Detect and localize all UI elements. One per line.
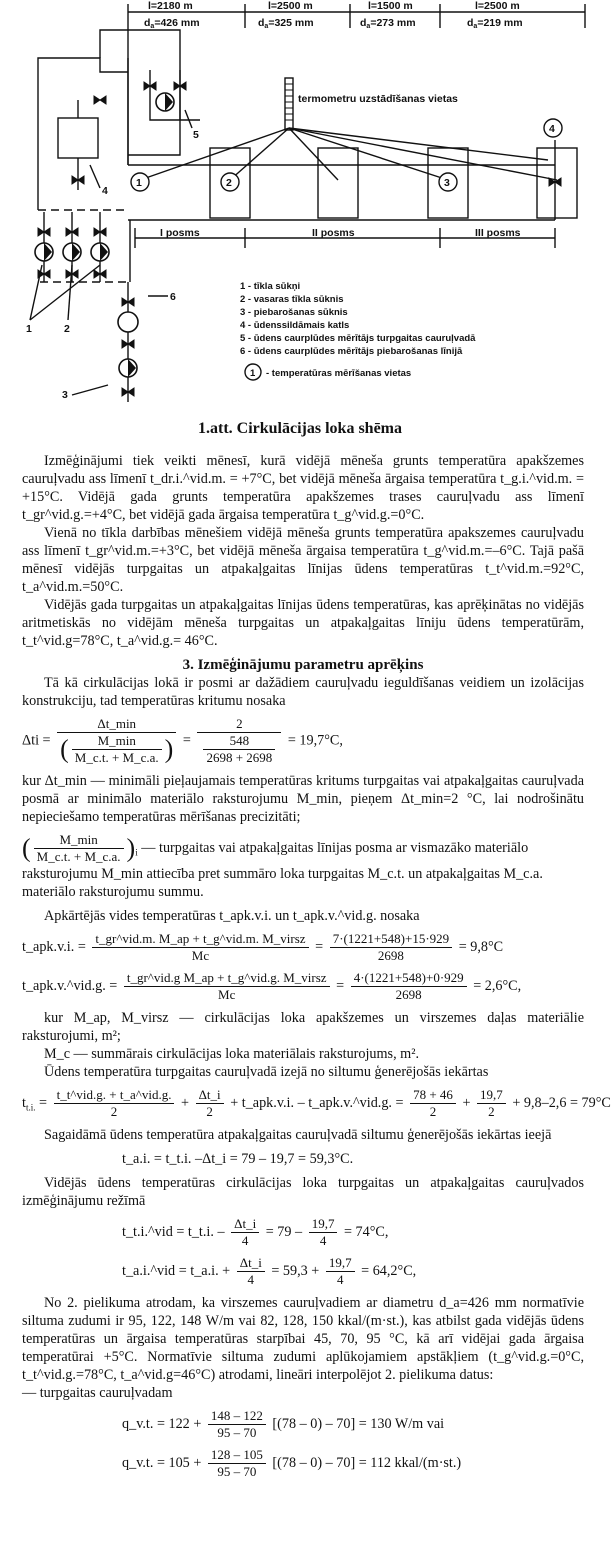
measure-point-label: 3 [444, 177, 450, 189]
posms-label: I posms [160, 227, 200, 239]
segment-length: l=1500 m [368, 0, 413, 12]
paragraph: Sagaidāmā ūdens temperatūra atpakaļgaitas cauruļvadā siltumu ģenerējošās iekārtas ieejā [44, 1127, 552, 1143]
equation-qvt-kkal: q_v.t. = 105 + $\frac{128 - 105}{95 - 70}$ [(78 – 0) – 70] = 112 kkal/(m·st.) [122, 1447, 462, 1479]
component-number: 1 [26, 323, 32, 335]
legend-item: 5 - ūdens caurplūdes mērītājs turpgaitas cauruļvadā [240, 333, 476, 344]
posms-label: II posms [312, 227, 355, 239]
segment-length: l=2500 m [268, 0, 313, 12]
segment-length: l=2180 m [148, 0, 193, 12]
measure-point-label: 1 [136, 177, 142, 189]
paragraph: M_c — summārais cirkulācijas loka materiālais raksturojums, m². [44, 1046, 420, 1062]
paragraph: Izmēģinājumi tiek veikti mēnesī, kurā vidējā mēneša grunts temperatūra apakšzemes cauruļvadu ass līmenī t_dr.i.^vid.m. = +7°C, bet vidējā mēneša ārgaisa temperatūra t_g.i.^vid.m. = +15°C. Vidējā gada grunts temperatūra apakšzemes trases cauruļvadu ass līmenī t_gr^vid.g.=+4°C, bet vidējā gada ārgaisa temperatūra t_g^vid.g.=0°C. [22, 453, 584, 523]
figure-caption: 1.att. Cirkulācijas loka shēma [198, 420, 402, 437]
measure-point-label: 2 [226, 177, 232, 189]
equation-tapk-vg: t_apk.v.^vid.g. = $\frac{\text{t\_gr\textasciicircum{}vid.g M\_ap + t\_g\textasciicircum{}vid.g. M\_virsz}}{Mc}$ = $\frac{4\cdot(1221+548)+0\cdot 929}{2698}$ = 2,6°C, [22, 970, 522, 1002]
paragraph: Apkārtējās vides temperatūras t_apk.v.i. un t_apk.v.^vid.g. nosaka [44, 908, 420, 924]
paragraph: — turpgaitas cauruļvadam [22, 1385, 173, 1401]
equation-tai-vid: t_a.i.^vid = t_a.i. + $\frac{\Delta t\_i}{4}$ = 59,3 + $\frac{19,7}{4}$ = 64,2°C, [122, 1255, 417, 1287]
equation-tapk-vi: t_apk.v.i. = $\frac{\text{t\_gr\textasciicircum{}vid.m. M\_ap + t\_g\textasciicircum{}vid.m. M\_virsz}}{Mc}$ = $\frac{7\cdot(1221+548)+15\cdot 929}{2698}$ = 9,8°C [22, 931, 504, 963]
component-number: 2 [64, 323, 70, 335]
circulation-loop-diagram [0, 0, 600, 400]
paragraph: Vienā no tīkla darbības mēnešiem vidējā mēneša grunts temperatūra apakszemes cauruļvadu ass līmenī t_gr^vid.m.=+3°C, bet vidējā mēneša ārgaisa temperatūra t_g^vid.m.=–6°C. Tajā pašā mēnesī vidējās turpgaitas un atpakaļgaitas līnijas ūdens temperatūras t_t^vid.m.=92°C, t_a^vid.m.=50°C. [22, 525, 584, 595]
thermometer-label: termometru uzstādīšanas vietas [298, 93, 458, 105]
paragraph: Vidējās ūdens temperatūras cirkulācijas loka turpgaitas un atpakaļgaitas cauruļvados izmēģinājumu režīmā [22, 1175, 584, 1209]
measure-point-label: 4 [549, 123, 555, 135]
paragraph: Ūdens temperatūra turpgaitas cauruļvadā izejā no siltumu ģenerējošās iekārtas [44, 1064, 489, 1080]
paragraph: Vidējās gada turpgaitas un atpakaļgaitas līnijas ūdens temperatūras, kas aprēķinātas no vidējās aritmetiskās no vidējām mēneša turpgaitas un atpakaļgaitas līniju ūdens temperatūrām, t_t^vid.g=78°C, t_a^vid.g.= 46°C. [22, 597, 584, 649]
legend-item: 3 - piebarošanas sūknis [240, 307, 348, 318]
component-number: 4 [102, 185, 108, 197]
paragraph: Tā kā cirkulācijas lokā ir posmi ar dažādiem cauruļvadu ieguldīšanas veidiem un izolācijas konstrukciju, tad temperatūras kritumu nosaka [22, 675, 584, 709]
equation-delta-t: Δti = Δt_min ( $\frac{M\_\min}{M\_c.t. + M\_c.a.}$ ) = $\frac{2}{\frac{548}{2698 + 2698}}$ = 19,7°C, [22, 716, 343, 765]
legend-item: 6 - ūdens caurplūdes mērītājs piebarošanas līnijā [240, 346, 463, 357]
document-body [22, 452, 611, 1486]
paragraph-ratio: ( $\frac{M\_\min}{M\_c.t. + M\_c.a.}$ )$_i$ — turpgaitas vai atpakaļgaitas līnijas posma ar vismazāko materiālo raksturojumu M_min attiecība pret summāro loka turpgaitas M_c.t. un atpakaļgaitas M_c.a. materiālo raksturojumu summu. [22, 832, 543, 900]
component-number: 3 [62, 389, 68, 401]
segment-length: l=2500 m [475, 0, 520, 12]
paragraph: kur Δt_min — minimāli pieļaujamais temperatūras kritums turpgaitas vai atpakaļgaitas cauruļvada posmā ar minimālo materiālo raksturojumu M_min, pieņem Δt_min=2 °C, lai nodrošinātu nepieciešamo temperatūras mērīšanas precizitāti; [22, 773, 584, 825]
paragraph: No 2. pielikuma atrodam, ka virszemes cauruļvadiem ar diametru d_a=426 mm normatīvie siltuma zudumi ir 95, 122, 148 W/m vai 82, 128, 150 kkal/(m·st.), kas atbilst gada vidējās ūdens temperatūras un ārgaisa temperatūras starpībai 45, 70, 95 °C, kā arī vidējai gada ārgaisa temperatūrai +5°C. Normatīvie siltuma zudumi aplūkojamiem apstākļiem (t_g^vid.g.=0°C, t_t^vid.g.=78°C, t_a^vid.g=46°C) atrodami, lineāri interpolējot 2. pielikuma datus: [22, 1295, 584, 1383]
posms-label: III posms [475, 227, 521, 239]
legend-item: 2 - vasaras tīkla sūknis [240, 294, 344, 305]
segment-diameter: da=325 mm [258, 17, 314, 30]
segment-diameter: da=273 mm [360, 17, 416, 30]
paragraph: kur M_ap, M_virsz — cirkulācijas loka apakšzemes un virszemes daļas materiālie raksturojumi, m²; [22, 1010, 584, 1044]
legend-item: 1 - tīkla sūkņi [240, 281, 301, 292]
equation-tti: $t_{t.i.}$ = $\frac{\text{t\_t\textasciicircum{}vid.g. + t\_a\textasciicircum{}vid.g.}}{2}$ + $\frac{\Delta t\_i}{2}$ + t_apk.v.i. – t_apk.v.^vid.g. = $\frac{78 + 46}{2}$ + $\frac{19,7}{2}$ + 9,8–2,6 = 79°C [22, 1087, 611, 1119]
component-number: 5 [193, 129, 199, 141]
legend-circle-num: 1 [250, 368, 256, 379]
legend-item: - temperatūras mērīšanas vietas [266, 368, 412, 379]
equation-qvt-w: q_v.t. = 122 + $\frac{148 - 122}{95 - 70}$ [(78 – 0) – 70] = 130 W/m vai [122, 1408, 445, 1440]
segment-diameter: da=219 mm [467, 17, 523, 30]
equation-tai: t_a.i. = t_t.i. –Δt_i = 79 – 19,7 = 59,3°C. [122, 1151, 354, 1167]
legend-item: 4 - ūdenssildāmais katls [240, 320, 350, 331]
segment-diameter: da=426 mm [144, 17, 200, 30]
component-number: 6 [170, 291, 176, 303]
equation-tti-vid: t_t.i.^vid = t_t.i. – $\frac{\Delta t\_i}{4}$ = 79 – $\frac{19,7}{4}$ = 74°C, [122, 1216, 389, 1248]
section-heading: 3. Izmēģinājumu parametru aprēķins [182, 657, 424, 673]
